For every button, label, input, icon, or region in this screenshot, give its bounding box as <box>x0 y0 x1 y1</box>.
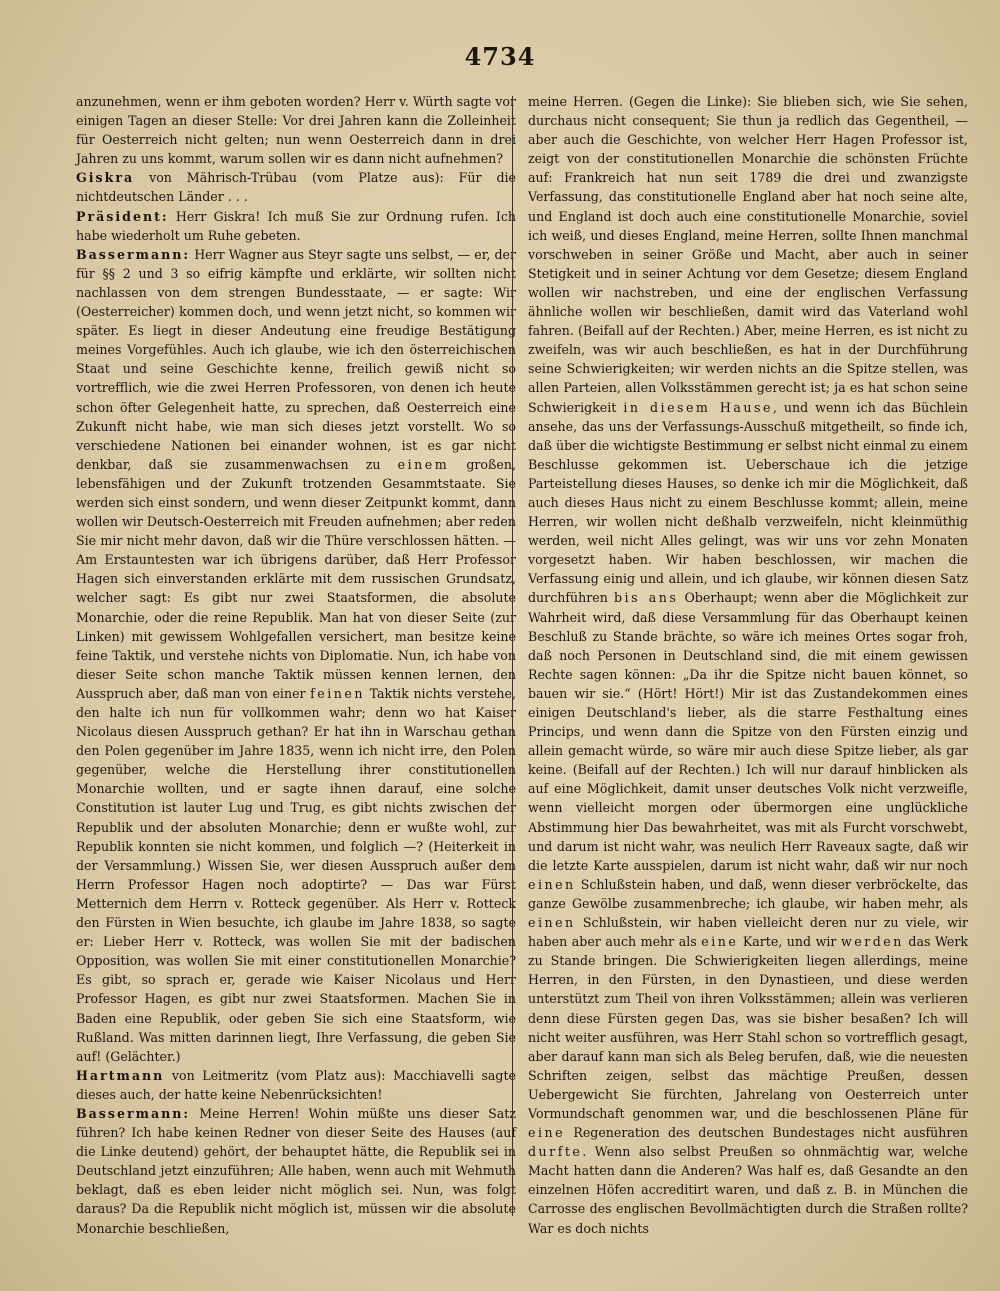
right-column <box>528 92 968 1238</box>
speaker-name: Hartmann <box>76 1067 165 1083</box>
speech-text: Herr Wagner aus Steyr sagte uns selbst, — er, der für §§ 2 und 3 so eifrig kämpfte und erklärte, wir sollten nicht nachlassen von dem strengen Bundesstaate, — er sagte: Wir (Oesterreicher) kommen doch, und wenn jetzt nicht, so kommen wir später. Es liegt in dieser Andeutung eine freudige Bestätigung meines Vorgefühles. Auch ich glaube, wie ich den österreichischen Staat und seine Geschichte kenne, freilich gewiß nicht so vortrefflich, wie die zwei Herren Professoren, von denen ich heute schon öfter Gelegenheit hatte, zu sprechen, daß Oesterreich eine Zukunft nicht habe, wie man sich dieses jetzt vorstellt. Wo so verschiedene Nationen bei einander wohnen, ist es gar nicht denkbar, daß sie zusammenwachsen zu <box>76 246 516 472</box>
emphasis-text: einen <box>528 915 576 931</box>
paragraph-intro: anzunehmen, wenn er ihm geboten worden? Herr v. Würth sagte vor einigen Tagen an dieser Stelle: Vor drei Jahren kann die Zolleinheit für Oesterreich nicht gelten; nun wenn Oesterreich dann in drei Jahren zu uns kommt, warum sollen wir es dann nicht aufnehmen? <box>76 94 516 167</box>
speech-text: Regeneration des deutschen Bundestages nicht ausführen <box>565 1125 968 1141</box>
emphasis-text: eine <box>701 934 739 950</box>
speaker-name: Präsident: <box>76 208 169 224</box>
emphasis-text: eine <box>528 1125 566 1141</box>
speech-text: Schlußstein, wir haben vielleicht deren nur zu viele, wir haben aber auch mehr als <box>528 915 968 950</box>
paragraph-president <box>76 207 516 245</box>
page-number: 4734 <box>464 42 536 71</box>
speech-text: das Werk zu Stande bringen. Die Schwierigkeiten liegen allerdings, meine Herren, in den Fürsten, in den Dynastieen, und diese werden unterstützt zum Theil von ihren Volksstämmen; allein was verlieren denn diese Fürsten gegen Das, was sie bisher besaßen? Ich will nicht weiter ausführen, was Herr Stahl schon so vortrefflich gesagt, aber darauf kann man sich als Beleg berufen, daß, wie die neuesten Schriften zeigen, selbst das mächtige Preußen, dessen Uebergewicht Sie fürchten, Jahrelang von Oesterreich unter Vormundschaft genommen war, und die beschlossenen Pläne für <box>528 934 968 1121</box>
speaker-name: Bassermann: <box>76 1105 191 1121</box>
speech-text: Oberhaupt; wenn aber die Möglichkeit zur Wahrheit wird, daß diese Versammlung für das Oberhaupt keinen Beschluß zu Stande brächte, so wäre ich meines Ortes sogar froh, daß noch Personen in Deutschland sind, die mit einem gewissen Rechte sagen können: „Da ihr die Spitze nicht bauen könnet, so bauen wir sie.“ (Hört! Hört!) Mir ist das Zustandekommen eines einigen Deutschland's lieber, als die starre Festhaltung eines Princips, und wenn dann die Spitze von den Fürsten einzig und allein gemacht würde, so wäre mir auch diese Spitze lieber, als gar keine. (Beifall auf der Rechten.) Ich will nur darauf hinblicken als auf eine Möglichkeit, damit unser deutsches Volk nicht verzweifle, wenn vielleicht morgen oder übermorgen eine unglückliche Abstimmung hier Das bewahrheitet, was mit als Furcht vorschwebt, und darum ist nicht wahr, was neulich Herr Raveaux sagte, daß wir die letzte Karte ausspielen, darum ist nicht wahr, daß wir nur noch <box>528 590 969 873</box>
speech-text: . Wenn also selbst Preußen so ohnmächtig war, welche Macht hatten dann die Anderen? Was half es, daß Gesandte an den einzelnen Höfen accreditirt waren, und daß z. B. in München die Carrosse des englischen Bevollmächtigten durch die Straßen rollte? War es doch nichts <box>528 1144 968 1236</box>
emphasis-text: in diesem Hause <box>623 399 773 415</box>
left-column <box>76 92 516 1238</box>
speech-text: Taktik nichts verstehe, den halte ich nun für vollkommen wahr; denn wo hat Kaiser Nicolaus diesen Ausspruch gethan? Er hat ihn in Warschau gethan den Polen gegenüber im Jahre 1835, wenn ich nicht irre, den Polen gegenüber, welche die Herstellung ihrer constitutionellen Monarchie wollten, und er sagte ihnen darauf, eine solche Constitution ist lauter Lug und Trug, es gibt nichts zwischen der Republik und der absoluten Monarchie; denn er wußte wohl, zur Republik konnten sie nicht kommen, und folglich —? (Heiterkeit in der Versammlung.) Wissen Sie, wer diesen Ausspruch außer dem Herrn Professor Hagen noch adoptirte? — Das war Fürst Metternich dem Herrn v. Rotteck gegenüber. Als Herr v. Rotteck den Fürsten in Wien besuchte, ich glaube im Jahre 1838, so sagte er: Lieber Herr v. Rotteck, was wollen Sie mit der badischen Opposition, was wollen Sie mit einer constitutionellen Monarchie? Es gibt, so sprach er, gerade wie Kaiser Nicolaus und Herr Professor Hagen, es gibt nur zwei Staatsformen. Machen Sie in Baden eine Republik, oder geben Sie sich eine Staatsform, wie Rußland. Was mitten darinnen liegt, Ihre Verfassung, die geben Sie auf! (Gelächter.) <box>76 685 516 1064</box>
speech-text: , und wenn ich das Büchlein ansehe, das uns der Verfassungs-Ausschuß mitgetheilt, so finde ich, daß über die wichtigste Bestimmung er selbst nicht einmal zu einem Beschlusse gekommen ist. Ueberschaue ich die jetzige Parteistellung dieses Hauses, so denke ich mir die Möglichkeit, daß auch dieses Haus nicht zu einem Beschlusse kommt; allein, meine Herren, wir wollen nicht deßhalb verzweifeln, nicht kleinmüthig werden, weil nicht Alles gelingt, was wir uns vor zehn Monaten vorgesetzt haben. Wir haben beschlossen, wir machen die Verfassung einig und allein, und ich glaube, wir können diesen Satz durchführen <box>528 399 968 606</box>
speech-text: großen, lebensfähigen und der Zukunft trotzenden Gesammtstaate. Sie werden sich einst sondern, und wenn dieser Zeitpunkt kommt, dann wollen wir Deutsch-Oesterreich mit Freuden aufnehmen; aber reden Sie mir nicht mehr davon, daß wir die Thüre verschlossen hätten. — Am Erstauntesten war ich übrigens darüber, daß Herr Professor Hagen sich einverstanden erklärte mit dem russischen Grundsatz, welcher sagt: Es gibt nur zwei Staatsformen, die absolute Monarchie, oder die reine Republik. Man hat von dieser Seite (zur Linken) mit gewissem Wohlgefallen versichert, man besitze keine feine Taktik, und verstehe nichts von Diplomatie. Nun, ich habe von dieser Seite schon manche Taktik müssen kennen lernen, den Ausspruch aber, daß man von einer <box>76 456 516 701</box>
speech-text: von Leitmeritz (vom Platz aus): Macchiavelli sagte dieses auch, der hatte keine Nebenrücksichten! <box>76 1067 516 1102</box>
emphasis-text: werden <box>840 934 904 950</box>
speech-text: meine Herren. (Gegen die Linke): Sie blieben sich, wie Sie sehen, durchaus nicht consequent; Sie thun ja redlich das Gegentheil, — aber auch die Geschichte, von welcher Herr Hagen Professor ist, zeigt von der constitutionellen Monarchie die schönsten Früchte auf: Frankreich hat nun seit 1789 die drei und zwanzigste Verfassung, das constitutionelle England aber hat noch seine alte, und England ist doch auch eine constitutionelle Monarchie, soviel ich weiß, und dieses England, meine Herren, sollte Ihnen manchmal vorschweben in seiner Größe und Macht, aber auch in seiner Stetigkeit und in seiner Achtung vor dem Gesetze; diesem England wollen wir nachstreben, und eine der englischen Verfassung ähnliche wollen wir beschließen, damit wird das Vaterland wohl fahren. (Beifall auf der Rechten.) Aber, meine Herren, es ist nicht zu zweifeln, was wir auch beschließen, es hat in der Durchführung seine Schwierigkeiten; wir werden nichts an die Spitze stellen, was allen Parteien, allen Volksstämmen gerecht ist; ja es hat schon seine Schwierigkeit <box>528 94 968 415</box>
speech-text: Schlußstein haben, und daß, wenn dieser verbröckelte, das ganze Gewölbe zusammenbreche; ich glaube, wir haben mehr, als <box>528 876 968 911</box>
speaker-name: Bassermann: <box>76 246 191 262</box>
column-divider <box>512 96 513 1216</box>
speech-text: Herr Giskra! Ich muß Sie zur Ordnung rufen. Ich habe wiederholt um Ruhe gebeten. <box>76 208 516 243</box>
paragraph-hartmann <box>76 1066 516 1104</box>
emphasis-text: durfte <box>528 1144 583 1160</box>
paragraph-bassermann-2 <box>76 1104 516 1238</box>
paragraph-bassermann <box>76 245 516 1066</box>
speech-text: Meine Herren! Wohin müßte uns dieser Satz führen? Ich habe keinen Redner von dieser Seite des Hauses (auf die Linke deutend) gehört, der behauptet hätte, die Republik sei in Deutschland jetzt einzuführen; Alle haben, wenn auch mit Wehmuth beklagt, daß es eben leider nicht möglich sei. Nun, was folgt daraus? Da die Republik nicht möglich ist, müssen wir die absolute Monarchie beschließen, <box>76 1105 516 1236</box>
paragraph-continuation <box>528 92 968 1238</box>
emphasis-text: feinen <box>310 685 365 701</box>
speech-text: von Mährisch-Trübau (vom Platze aus): Für die nichtdeutschen Länder . . . <box>76 170 516 205</box>
speaker-name: Giskra <box>76 170 135 186</box>
emphasis-text: bis ans <box>614 590 679 606</box>
emphasis-text: einem <box>397 456 450 472</box>
emphasis-text: einen <box>528 876 576 892</box>
paragraph-giskra <box>76 168 516 206</box>
speech-text: Karte, und wir <box>738 934 841 950</box>
